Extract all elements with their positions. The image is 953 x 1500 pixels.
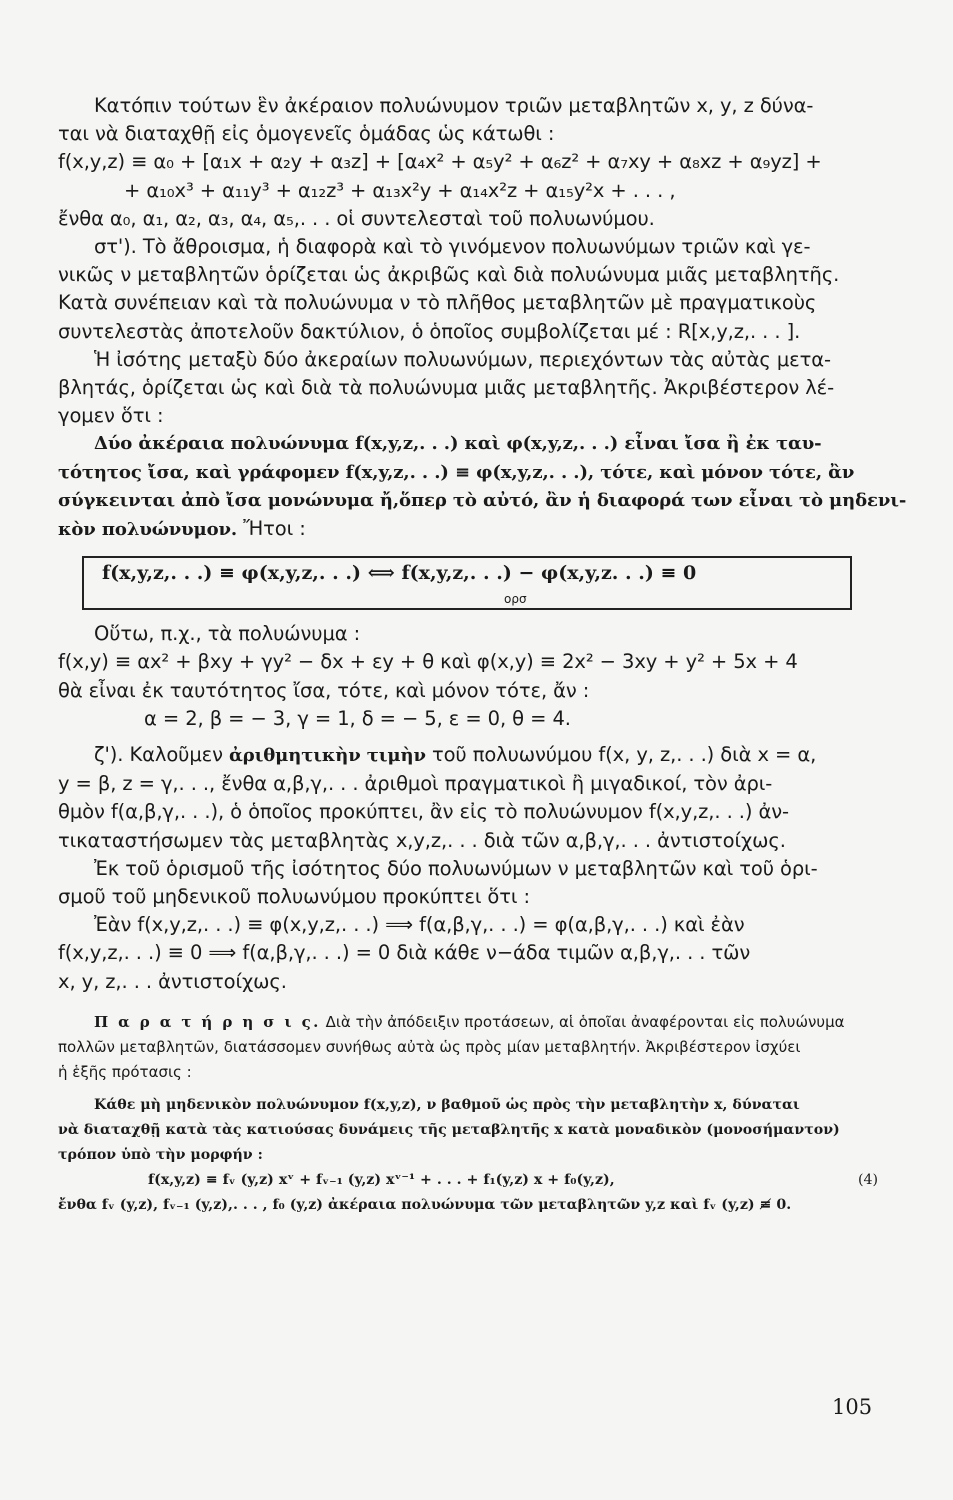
equation-line: f(x,y) ≡ αx² + βxy + γy² − δx + εy + θ καὶ φ(x,y) ≡ 2x² − 3xy + y² + 5x + 4	[58, 650, 798, 674]
equation-line: α = 2, β = − 3, γ = 1, δ = − 5, ε = 0, θ = 4.	[144, 706, 571, 730]
equation-line: f(x,y,z,. . .) ≡ 0 ⟹ f(α,β,γ,. . .) = 0 διὰ κάθε ν−άδα τιμῶν α,β,γ,. . . τῶν	[58, 941, 751, 965]
boxed-equation	[82, 556, 852, 610]
section-heading-line	[58, 741, 880, 770]
section-heading-line: στ'). Τὸ ἄθροισμα, ἡ διαφορὰ καὶ τὸ γινόμενον πολυωνύμων τριῶν καὶ γε-	[94, 235, 811, 259]
page-body	[58, 92, 907, 1218]
text-line: Οὕτω, π.χ., τὰ πολυώνυμα :	[94, 622, 361, 646]
text-line: y = β, z = γ,. . ., ἔνθα α,β,γ,. . . ἀριθμοὶ πραγματικοὶ ἢ μιγαδικοί, τὸν ἀρι-	[58, 772, 773, 796]
remark-line: ἡ ἑξῆς πρότασις :	[58, 1062, 192, 1081]
text-line: Ἐκ τοῦ ὁρισμοῦ τῆς ἰσότητος δύο πολυωνύμων ν μεταβλητῶν καὶ τοῦ ὁρι-	[94, 856, 818, 880]
theorem-line: Δύο ἀκέραια πολυώνυμα f(x,y,z,. . .) καὶ φ(x,y,z,. . .) εἶναι ἴσα ἢ ἐκ ταυ-	[94, 433, 822, 455]
defined-term: ἀριθμητικὴν τιμὴν	[229, 745, 426, 767]
text-line: ται νὰ διαταχθῇ εἰς ὁμογενεῖς ὁμάδας ὡς κάτωθι :	[58, 122, 555, 146]
text-fragment: Διὰ τὴν ἀπόδειξιν προτάσεων, αἱ ὁποῖαι ἀναφέρονται εἰς πολυώνυμα	[320, 1012, 845, 1031]
theorem-line: σύγκεινται ἀπὸ ἴσα μονώνυμα ἤ,ὅπερ τὸ αὐτό, ἂν ἡ διαφορά των εἶναι τὸ μηδενι-	[58, 489, 907, 511]
proposition-line: τρόπον ὑπὸ τὴν μορφήν :	[58, 1146, 263, 1163]
page-number: 105	[832, 1395, 873, 1419]
text-line: θὰ εἶναι ἐκ ταυτότητος ἴσα, τότε, καὶ μόνον τότε, ἄν :	[58, 678, 590, 702]
text-line: θμὸν f(α,β,γ,. . .), ὁ ὁποῖος προκύπτει, ἂν εἰς τὸ πολυώνυμον f(x,y,z,. . .) ἀν-	[58, 800, 789, 824]
text-line: σμοῦ τοῦ μηδενικοῦ πολυωνύμου προκύπτει ὅτι :	[58, 885, 530, 909]
proposition-line: ἔνθα fᵥ (y,z), fᵥ₋₁ (y,z),. . . , f₀ (y,z) ἀκέραια πολυώνυμα τῶν μεταβλητῶν y,z καὶ fᵥ (y,z) ≢ 0.	[58, 1196, 792, 1213]
definition-subscript: ορσ	[504, 592, 527, 607]
text-fragment: Ἤτοι :	[237, 517, 306, 541]
theorem-line: τότητος ἴσα, καὶ γράφομεν f(x,y,z,. . .) ≡ φ(x,y,z,. . .), τότε, καὶ μόνον τότε, ἂν	[58, 461, 855, 483]
text-fragment: τοῦ πολυωνύμου f(x, y, z,. . .) διὰ x = α,	[425, 743, 817, 767]
text-line: ἔνθα α₀, α₁, α₂, α₃, α₄, α₅,. . . οἱ συντελεσταὶ τοῦ πολυωνύμου.	[58, 206, 655, 230]
text-line: τικαταστήσωμεν τὰς μεταβλητὰς x,y,z,. . . διὰ τῶν α,β,γ,. . . ἀντιστοίχως.	[58, 828, 786, 852]
proposition-line: νὰ διαταχθῇ κατὰ τὰς κατιούσας δυνάμεις τῆς μεταβλητῆς x κατὰ μοναδικὸν (μονοσήμαντον)	[58, 1121, 840, 1138]
text-line: x, y, z,. . . ἀντιστοίχως.	[58, 969, 287, 993]
equation-line: + α₁₀x³ + α₁₁y³ + α₁₂z³ + α₁₃x²y + α₁₄x²z + α₁₅y²x + . . . ,	[124, 178, 676, 202]
text-line: νικῶς ν μεταβλητῶν ὁρίζεται ὡς ἀκριβῶς καὶ διὰ πολυώνυμα μιᾶς μεταβλητῆς.	[58, 263, 840, 287]
remark-line	[58, 1010, 880, 1035]
text-line: γομεν ὅτι :	[58, 404, 164, 428]
equation-line	[58, 1168, 880, 1193]
proposition-line: Κάθε μὴ μηδενικὸν πολυώνυμον f(x,y,z), ν βαθμοῦ ὡς πρὸς τὴν μεταβλητὴν x, δύναται	[94, 1096, 800, 1113]
boxed-formula: f(x,y,z,. . .) ≡ φ(x,y,z,. . .) ⟺ f(x,y,z,. . .) − φ(x,y,z. . .) ≡ 0	[102, 562, 697, 585]
remark-line: πολλῶν μεταβλητῶν, διατάσσομεν συνήθως αὐτὰ ὡς πρὸς μίαν μεταβλητήν. Ἀκριβέστερον ἰσχύει	[58, 1037, 801, 1056]
text-line: βλητάς, ὁρίζεται ὡς καὶ διὰ τὰ πολυώνυμα μιᾶς μεταβλητῆς. Ἀκριβέστερον λέ-	[58, 376, 835, 400]
text-fragment: ζ'). Καλοῦμεν	[94, 743, 230, 767]
text-line: Κατὰ συνέπειαν καὶ τὰ πολυώνυμα ν τὸ πλῆθος μεταβλητῶν μὲ πραγματικοὺς	[58, 291, 817, 315]
text-line: Κατόπιν τούτων ἓν ἀκέραιον πολυώνυμον τριῶν μεταβλητῶν x, y, z δύνα-	[94, 94, 814, 117]
remark-label: Π α ρ α τ ή ρ η σ ι ς.	[94, 1012, 321, 1031]
theorem-line	[58, 515, 880, 544]
text-line: Ἡ ἰσότης μεταξὺ δύο ἀκεραίων πολυωνύμων, περιεχόντων τὰς αὐτὰς μετα-	[94, 347, 831, 371]
theorem-end: κὸν πολυώνυμον.	[58, 519, 238, 541]
equation-line: Ἐὰν f(x,y,z,. . .) ≡ φ(x,y,z,. . .) ⟹ f(α,β,γ,. . .) = φ(α,β,γ,. . .) καὶ ἐὰν	[94, 913, 745, 937]
equation-line: f(x,y,z) ≡ α₀ + [α₁x + α₂y + α₃z] + [α₄x² + α₅y² + α₆z² + α₇xy + α₈xz + α₉yz] +	[58, 150, 822, 174]
equation-number: (4)	[858, 1171, 879, 1188]
equation-4: f(x,y,z) ≡ fᵥ (y,z) xᵛ + fᵥ₋₁ (y,z) xᵛ⁻¹ + . . . + f₁(y,z) x + f₀(y,z),	[148, 1171, 615, 1188]
text-line: συντελεστὰς ἀποτελοῦν δακτύλιον, ὁ ὁποῖος συμβολίζεται μέ : R[x,y,z,. . . ].	[58, 319, 801, 343]
